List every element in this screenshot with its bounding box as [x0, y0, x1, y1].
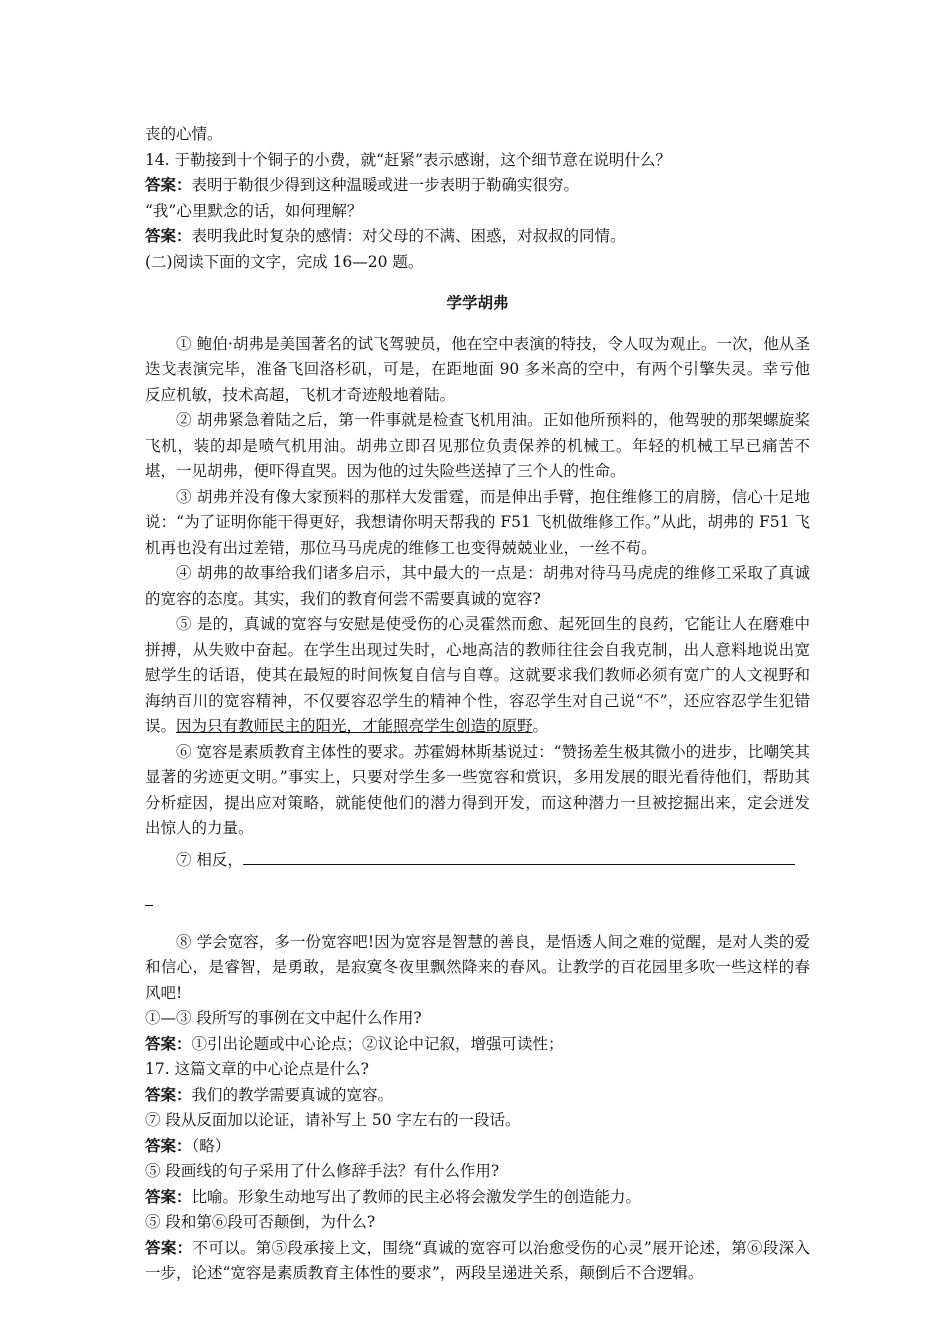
paragraph-5 — [145, 612, 810, 740]
answer-15 — [145, 224, 810, 250]
question-16: ①—③ 段所写的事例在文中起什么作用? — [145, 1009, 422, 1027]
question-15: “我”心里默念的话，如何理解？ — [145, 201, 363, 220]
answer-text: 不可以。第⑤段承接上文，围绕“真诚的宽容可以治愈受伤的心灵”展开论述，第⑥段深入一步，论述“宽容是素质教育主体性的要求”，两段呈递进关系，颠倒后不合逻辑。 — [145, 1238, 810, 1282]
answer-text: ①引出论题或中心论点；②议论中记叙，增强可读性； — [191, 1034, 564, 1053]
answer-18 — [145, 1134, 810, 1160]
answer-19 — [145, 1185, 810, 1211]
text-line: 丧的心情。 — [145, 125, 223, 143]
question-19: ⑤ 段画线的句子采用了什么修辞手法？有什么作用? — [145, 1162, 500, 1180]
answer-label: 答案： — [145, 1136, 192, 1155]
paragraph-8: ⑧ 学会宽容，多一份宽容吧!因为宽容是智慧的善良，是悟透人间之难的觉醒，是对人类的爱和信心，是睿智，是勇敢，是寂寞冬夜里飘然降来的春风。让教学的百花园里多吹一些这样的春风吧! — [145, 932, 810, 1002]
answer-label: 答案： — [145, 1034, 192, 1053]
paragraph-7-text: ⑦ 相反， — [176, 850, 243, 869]
question-17: 17. 这篇文章的中心论点是什么? — [145, 1060, 369, 1078]
answer-label: 答案： — [145, 176, 192, 194]
paragraph-5-end: 。 — [532, 717, 549, 735]
answer-17 — [145, 1083, 810, 1109]
answer-text: 表明于勒很少得到这种温暖或进一步表明于勒确实很穷。 — [191, 176, 580, 194]
qa-list — [145, 1006, 810, 1287]
question-18: ⑦ 段从反面加以论证，请补写上 50 字左右的一段话。 — [145, 1111, 521, 1129]
answer-label: 答案： — [145, 1085, 192, 1104]
answer-label: 答案： — [145, 1238, 193, 1257]
underlined-sentence: 因为只有教师民主的阳光，才能照亮学生创造的原野 — [176, 717, 533, 735]
answer-16 — [145, 1032, 810, 1058]
answer-label: 答案： — [145, 1187, 192, 1206]
answer-14 — [145, 173, 810, 199]
paragraph-5-text: ⑤ 是的，真诚的宽容与安慰是使受伤的心灵霍然而愈、起死回生的良药，它能让人在磨难中拼搏，从失败中奋起。在学生出现过失时，心地高洁的教师往往会自我克制，出人意料地说出宽慰学生的话语，使其在最短的时间恢复自信与自尊。这就要求我们教师必须有宽广的人文视野和海纳百川的宽容精神，不仅要容忍学生的精神个性，容忍学生对自己说“不”，还应容忍学生犯错误。 — [145, 615, 810, 735]
paragraph-3: ③ 胡弗并没有像大家预料的那样大发雷霆，而是伸出手臂，抱住维修工的肩膀，信心十足地说：“为了证明你能干得更好，我想请你明天帮我的 F51 飞机做维修工作。”从此，胡弗的 F51 飞机再也没有出过差错，那位马马虎虎的维修工也变得兢兢业业，一丝不苟。 — [145, 487, 810, 557]
document-content — [145, 122, 810, 1287]
answer-text: 比喻。形象生动地写出了教师的民主必将会激发学生的创造能力。 — [191, 1187, 642, 1206]
paragraph-1: ① 鲍伯·胡弗是美国著名的试飞驾驶员，他在空中表演的特技，令人叹为观止。一次，他从圣迭戈表演完毕，准备飞回洛杉矶，可是，在距地面 90 多米高的空中，有两个引擎失灵。幸亏他反应机敏，技术高超，飞机才奇迹般地着陆。 — [145, 334, 810, 404]
answer-text: （略） — [191, 1136, 231, 1155]
answer-text: 我们的教学需要真诚的宽容。 — [191, 1085, 394, 1104]
paragraph-6: ⑥ 宽容是素质教育主体性的要求。苏霍姆林斯基说过：“赞扬差生极其微小的进步，比嘲笑其显著的劣迹更文明。”事实上，只要对学生多一些宽容和赏识，多用发展的眼光看待他们，帮助其分析症因，提出应对策略，就能使他们的潜力得到开发，而这种潜力一旦被挖掘出来，定会迸发出惊人的力量。 — [145, 742, 810, 837]
answer-20 — [145, 1236, 810, 1287]
section-heading: (二)阅读下面的文字，完成 16—20 题。 — [145, 252, 424, 271]
question-14: 14. 于勒接到十个铜子的小费，就“赶紧”表示感谢，这个细节意在说明什么？ — [145, 150, 671, 169]
fill-in-blank — [243, 850, 795, 865]
paragraph-2: ② 胡弗紧急着陆之后，第一件事就是检查飞机用油。正如他所预料的，他驾驶的那架螺旋桨飞机，装的却是喷气机用油。胡弗立即召见那位负责保养的机械工。年轻的机械工早已痛苦不堪，一见胡弗，便吓得直哭。因为他的过失险些送掉了三个人的性命。 — [145, 411, 810, 480]
article-title: 学学胡弗 — [446, 293, 509, 312]
paragraph-4: ④ 胡弗的故事给我们诸多启示，其中最大的一点是：胡弗对待马马虎虎的维修工采取了真诚的宽容的态度。其实，我们的教育何尝不需要真诚的宽容? — [145, 564, 810, 608]
blank-continuation — [145, 889, 810, 915]
paragraph-7 — [145, 848, 810, 874]
answer-text: 表明我此时复杂的感情：对父母的不满、困惑，对叔叔的同情。 — [191, 227, 626, 245]
answer-label: 答案： — [145, 227, 192, 245]
question-20: ⑤ 段和第⑥段可否颠倒，为什么? — [145, 1213, 376, 1231]
